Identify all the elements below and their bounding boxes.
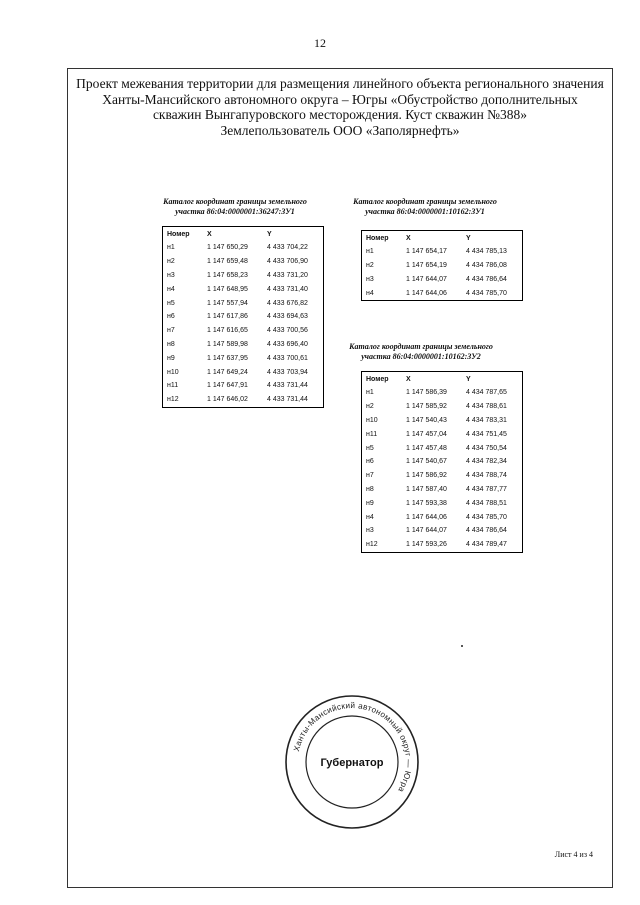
- title-line-4: Землепользователь ООО «Заполярнефть»: [220, 122, 460, 138]
- y-coordinate-cell: 4 434 785,70: [466, 289, 507, 297]
- y-coordinate-cell: 4 434 788,61: [466, 403, 507, 411]
- x-coordinate-cell: 1 147 658,23: [207, 271, 248, 279]
- table1-caption: [140, 197, 330, 217]
- x-coordinate-cell: 1 147 647,91: [207, 382, 248, 390]
- y-coordinate-cell: 4 434 785,70: [466, 513, 507, 521]
- table-row: [163, 393, 324, 407]
- y-coordinate-cell: 4 434 785,13: [466, 248, 507, 256]
- y-coordinate-cell: 4 434 788,51: [466, 499, 507, 507]
- point-number-cell: н3: [366, 275, 374, 283]
- table2-coordinates: [361, 230, 523, 301]
- x-coordinate-cell: 1 147 589,98: [207, 340, 248, 348]
- x-coordinate-cell: 1 147 617,86: [207, 313, 248, 321]
- x-coordinate-cell: 1 147 586,92: [406, 472, 447, 480]
- table-header-row: [163, 227, 324, 242]
- point-number-cell: н4: [167, 285, 175, 293]
- y-coordinate-cell: 4 434 783,31: [466, 416, 507, 424]
- y-coordinate-cell: 4 433 731,44: [267, 382, 308, 390]
- table-row: [362, 386, 523, 400]
- governor-seal: [284, 694, 420, 830]
- table-row: [362, 245, 523, 259]
- y-coordinate-cell: 4 434 782,34: [466, 458, 507, 466]
- table1-coordinates: [162, 226, 324, 408]
- table2-caption-line-2: участка 86:04:0000001:10162:ЗУ1: [365, 207, 485, 216]
- y-coordinate-cell: 4 433 696,40: [267, 340, 308, 348]
- table-row: [362, 496, 523, 510]
- y-coordinate-cell: 4 434 786,64: [466, 275, 507, 283]
- x-coordinate-cell: 1 147 457,48: [406, 444, 447, 452]
- point-number-cell: н3: [167, 271, 175, 279]
- x-coordinate-cell: 1 147 654,19: [406, 262, 447, 270]
- point-number-cell: н5: [366, 444, 374, 452]
- table3-caption: [326, 342, 516, 362]
- table-row: [163, 241, 324, 255]
- table1-caption-line-2: участка 86:04:0000001:36247:ЗУ1: [175, 207, 295, 216]
- point-number-cell: н3: [366, 527, 374, 535]
- table3-caption-line-1: Каталог координат границы земельного: [349, 342, 493, 351]
- x-coordinate-cell: 1 147 557,94: [207, 299, 248, 307]
- x-coordinate-cell: 1 147 540,67: [406, 458, 447, 466]
- x-coordinate-cell: 1 147 593,38: [406, 499, 447, 507]
- table-row: [362, 414, 523, 428]
- table-row: [362, 259, 523, 273]
- point-number-cell: н6: [167, 313, 175, 321]
- point-number-cell: н8: [167, 340, 175, 348]
- y-coordinate-cell: 4 434 789,47: [466, 541, 507, 549]
- y-coordinate-cell: 4 434 788,74: [466, 472, 507, 480]
- point-number-cell: н7: [366, 472, 374, 480]
- table-row: [362, 538, 523, 552]
- table-row: [163, 338, 324, 352]
- header-number: Номер: [366, 375, 389, 383]
- x-coordinate-cell: 1 147 586,39: [406, 389, 447, 397]
- x-coordinate-cell: 1 147 587,40: [406, 485, 447, 493]
- table1-caption-line-1: Каталог координат границы земельного: [163, 197, 307, 206]
- header-x: X: [406, 234, 411, 242]
- point-number-cell: н1: [167, 244, 175, 252]
- x-coordinate-cell: 1 147 649,24: [207, 368, 248, 376]
- y-coordinate-cell: 4 433 700,61: [267, 354, 308, 362]
- x-coordinate-cell: 1 147 457,04: [406, 430, 447, 438]
- point-number-cell: н2: [366, 262, 374, 270]
- point-number-cell: н11: [167, 382, 179, 390]
- point-number-cell: н1: [366, 248, 374, 256]
- table-row: [163, 351, 324, 365]
- point-number-cell: н2: [366, 403, 374, 411]
- y-coordinate-cell: 4 433 700,56: [267, 327, 308, 335]
- table-row: [362, 469, 523, 483]
- x-coordinate-cell: 1 147 637,95: [207, 354, 248, 362]
- point-number-cell: н4: [366, 289, 374, 297]
- y-coordinate-cell: 4 433 676,82: [267, 299, 308, 307]
- table-row: [362, 455, 523, 469]
- x-coordinate-cell: 1 147 644,07: [406, 275, 447, 283]
- point-number-cell: н9: [167, 354, 175, 362]
- point-number-cell: н2: [167, 258, 175, 266]
- point-number-cell: н11: [366, 430, 378, 438]
- x-coordinate-cell: 1 147 654,17: [406, 248, 447, 256]
- table2-caption: [330, 197, 520, 217]
- title-line-3: скважин Вынгапуровского месторождения. Куст скважин №388»: [152, 107, 528, 122]
- x-coordinate-cell: 1 147 616,65: [207, 327, 248, 335]
- point-number-cell: н12: [167, 396, 179, 404]
- point-number-cell: н1: [366, 389, 374, 397]
- x-coordinate-cell: 1 147 659,48: [207, 258, 248, 266]
- table-row: [163, 324, 324, 338]
- stray-mark: [461, 645, 463, 647]
- page-number: 12: [314, 36, 326, 50]
- point-number-cell: н9: [366, 499, 374, 507]
- title-line-1: Проект межевания территории для размещения линейного объекта регионального значения: [76, 76, 604, 91]
- table-row: [362, 510, 523, 524]
- table-row: [362, 483, 523, 497]
- x-coordinate-cell: 1 147 648,95: [207, 285, 248, 293]
- header-y: Y: [466, 375, 471, 383]
- header-number: Номер: [167, 230, 190, 238]
- x-coordinate-cell: 1 147 644,06: [406, 289, 447, 297]
- y-coordinate-cell: 4 433 703,94: [267, 368, 308, 376]
- table-row: [362, 273, 523, 287]
- point-number-cell: н12: [366, 541, 378, 549]
- table-row: [163, 282, 324, 296]
- x-coordinate-cell: 1 147 585,92: [406, 403, 447, 411]
- point-number-cell: н4: [366, 513, 374, 521]
- table-row: [362, 524, 523, 538]
- x-coordinate-cell: 1 147 644,06: [406, 513, 447, 521]
- point-number-cell: н8: [366, 485, 374, 493]
- table-header-row: [362, 372, 523, 387]
- x-coordinate-cell: 1 147 646,02: [207, 396, 248, 404]
- seal-ring-text: Ханты-Мансийский автономный округ — Югра: [292, 700, 414, 794]
- document-title: [67, 76, 613, 138]
- header-x: X: [207, 230, 212, 238]
- y-coordinate-cell: 4 434 751,45: [466, 430, 507, 438]
- y-coordinate-cell: 4 433 731,40: [267, 285, 308, 293]
- table-row: [163, 296, 324, 310]
- table-row: [362, 286, 523, 300]
- header-x: X: [406, 375, 411, 383]
- x-coordinate-cell: 1 147 650,29: [207, 244, 248, 252]
- point-number-cell: н5: [167, 299, 175, 307]
- table-row: [362, 400, 523, 414]
- table-row: [362, 427, 523, 441]
- table3-coordinates: [361, 371, 523, 553]
- x-coordinate-cell: 1 147 644,07: [406, 527, 447, 535]
- y-coordinate-cell: 4 433 704,22: [267, 244, 308, 252]
- sheet-number: Лист 4 из 4: [554, 850, 593, 859]
- y-coordinate-cell: 4 434 787,65: [466, 389, 507, 397]
- y-coordinate-cell: 4 433 694,63: [267, 313, 308, 321]
- title-line-2: Ханты-Мансийского автономного округа – Югры «Обустройство дополнительных: [102, 91, 578, 107]
- point-number-cell: н10: [167, 368, 179, 376]
- table-header-row: [362, 231, 523, 246]
- table-row: [163, 310, 324, 324]
- y-coordinate-cell: 4 433 731,20: [267, 271, 308, 279]
- table2-caption-line-1: Каталог координат границы земельного: [353, 197, 497, 206]
- x-coordinate-cell: 1 147 540,43: [406, 416, 447, 424]
- y-coordinate-cell: 4 433 731,44: [267, 396, 308, 404]
- table-row: [163, 255, 324, 269]
- table-row: [163, 379, 324, 393]
- point-number-cell: н10: [366, 416, 378, 424]
- seal-center-text: Губернатор: [320, 757, 384, 769]
- table-row: [362, 441, 523, 455]
- y-coordinate-cell: 4 433 706,90: [267, 258, 308, 266]
- point-number-cell: н7: [167, 327, 175, 335]
- y-coordinate-cell: 4 434 786,08: [466, 262, 507, 270]
- header-y: Y: [267, 230, 272, 238]
- table-row: [163, 365, 324, 379]
- y-coordinate-cell: 4 434 787,77: [466, 485, 507, 493]
- y-coordinate-cell: 4 434 786,64: [466, 527, 507, 535]
- header-y: Y: [466, 234, 471, 242]
- y-coordinate-cell: 4 434 750,54: [466, 444, 507, 452]
- table3-caption-line-2: участка 86:04:0000001:10162:ЗУ2: [361, 352, 481, 361]
- point-number-cell: н6: [366, 458, 374, 466]
- x-coordinate-cell: 1 147 593,26: [406, 541, 447, 549]
- table-row: [163, 269, 324, 283]
- header-number: Номер: [366, 234, 389, 242]
